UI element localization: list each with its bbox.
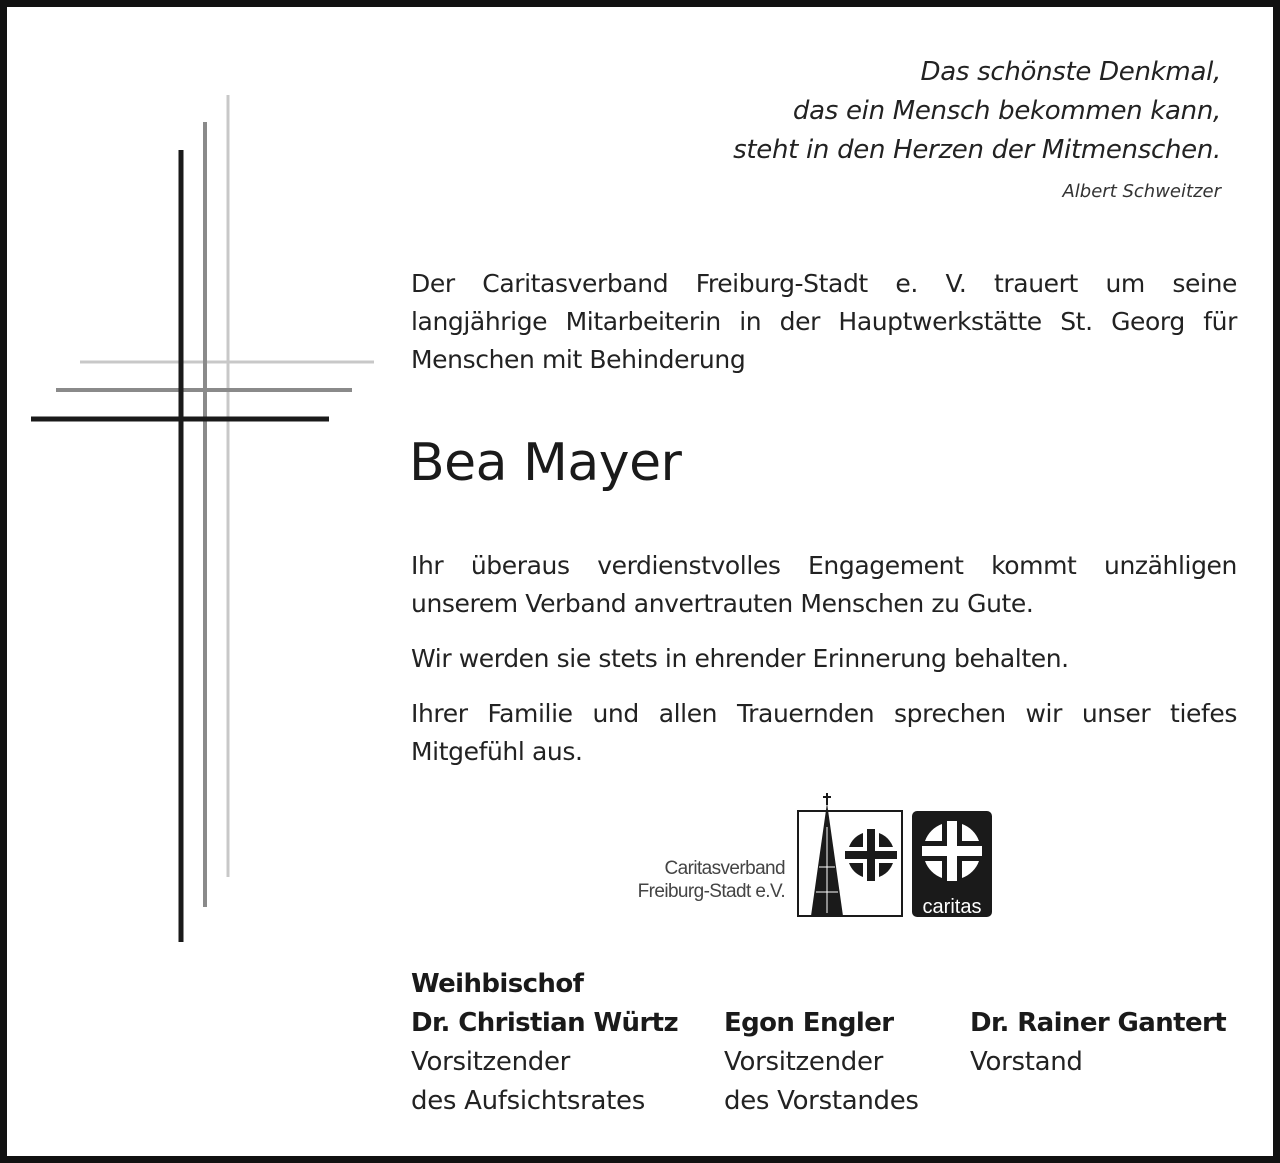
tribute-paragraph: Ihr überaus verdienstvolles Engagement kommt unzähligen unserem Verband anvertrauten Menschen zu Gute. — [411, 551, 1237, 618]
signatory-name: Egon Engler — [724, 1008, 894, 1038]
signatory-role: des Vorstandes — [724, 1086, 919, 1116]
signatory-2 — [724, 1004, 919, 1121]
logo-line-1: Caritasverband — [664, 858, 785, 879]
signatory-role: Vorstand — [970, 1047, 1083, 1077]
badge-text: caritas — [922, 896, 982, 918]
caritas-logo — [607, 787, 1007, 927]
signatory-title: Weihbischof — [411, 969, 584, 999]
quote-line: steht in den Herzen der Mitmenschen. — [733, 135, 1221, 165]
quote-author: Albert Schweitzer — [1062, 181, 1221, 202]
logo-line-2: Freiburg-Stadt e.V. — [637, 881, 785, 902]
tribute-paragraph: Ihrer Familie und allen Trauernden sprechen wir unser tiefes Mitgefühl aus. — [411, 699, 1237, 766]
tribute-paragraph: Wir werden sie stets in ehrender Erinnerung behalten. — [411, 644, 1069, 673]
quote-line: das ein Mensch bekommen kann, — [792, 96, 1221, 126]
quote-block — [601, 53, 1221, 206]
signatory-role: Vorsitzender — [411, 1047, 571, 1077]
quote-line: Das schönste Denkmal, — [920, 57, 1221, 87]
signatory-name: Dr. Rainer Gantert — [970, 1008, 1227, 1038]
signatory-3 — [970, 1004, 1226, 1082]
signatory-name: Dr. Christian Würtz — [411, 1008, 679, 1038]
deceased-name: Bea Mayer — [409, 433, 682, 493]
cross-icon — [7, 7, 407, 967]
signatory-1 — [411, 965, 678, 1121]
caritas-emblem-icon — [607, 787, 1007, 927]
signatory-role: des Aufsichtsrates — [411, 1086, 645, 1116]
intro-text: Der Caritasverband Freiburg-Stadt e. V. trauert um seine langjährige Mitarbeiterin in der Hauptwerkstätte St. Georg für Menschen mit Behinderung — [411, 269, 1237, 374]
signatory-role: Vorsitzender — [724, 1047, 884, 1077]
